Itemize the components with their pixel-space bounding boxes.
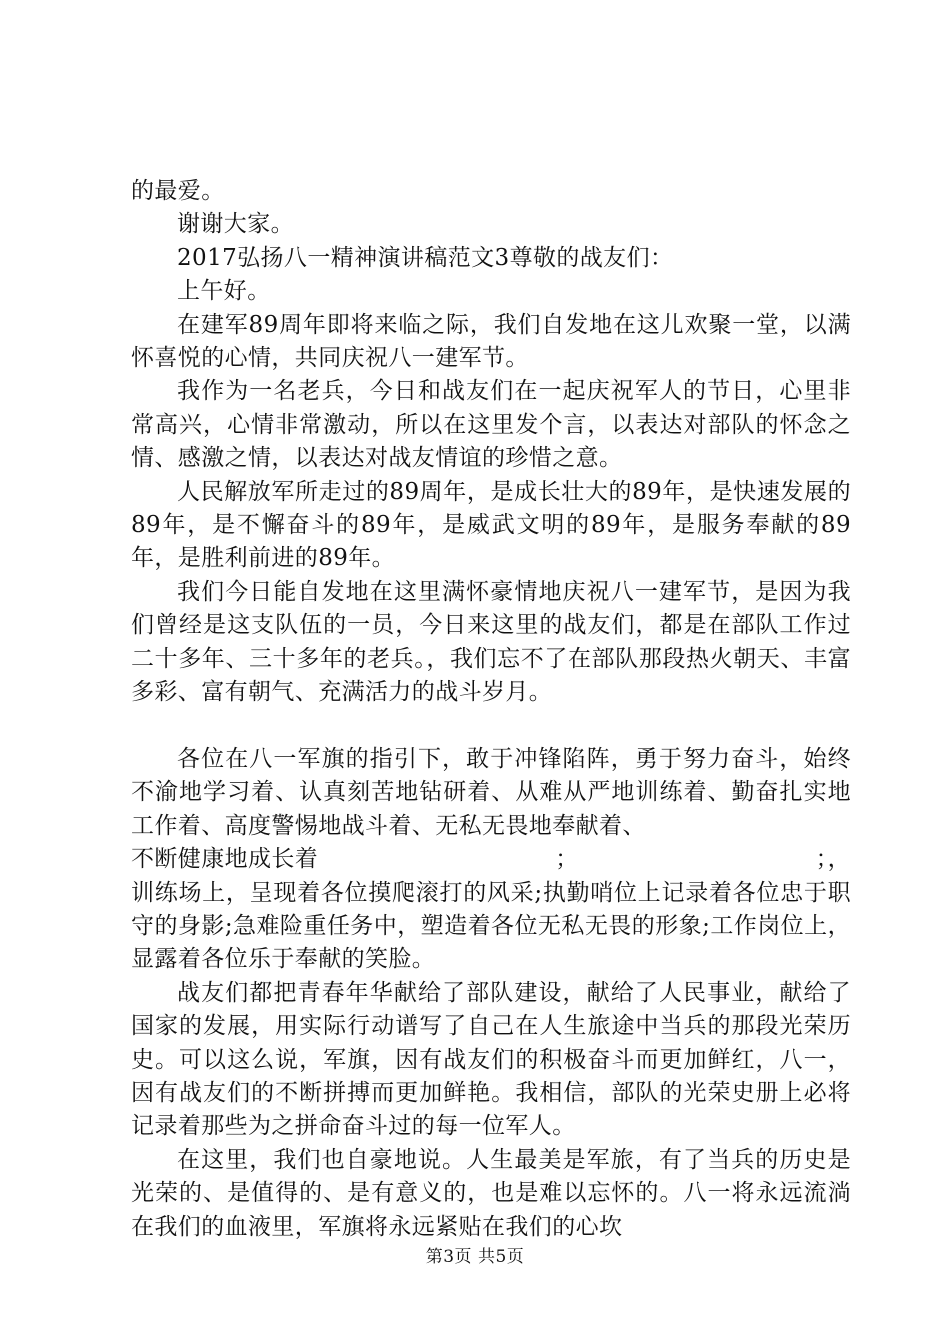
paragraph-veteran: 我作为一名老兵，今日和战友们在一起庆祝军人的节日，心里非常高兴，心情非常激动，所以在这里发个言，以表达对部队的怀念之情、感激之情，以表达对战友情谊的珍惜之意。 [131, 378, 851, 472]
fragment-semicolon-comma: ；， [815, 846, 851, 873]
paragraph-anniversary: 在建军89周年即将来临之际，我们自发地在这儿欢聚一堂，以满怀喜悦的心情，共同庆祝八一建军节。 [131, 311, 851, 372]
paragraph-greeting: 上午好。 [177, 278, 271, 305]
paragraph-pride: 在这里，我们也自豪地说。人生最美是军旅，有了当兵的历史是光荣的、是值得的、是有意义的，也是难以忘怀的。八一将永远流淌在我们的血液里，军旗将永远紧贴在我们的心坎 [131, 1146, 851, 1240]
paragraph-training: 训练场上，呈现着各位摸爬滚打的风采;执勤哨位上记录着各位忠于职守的身影;急难险重任务中，塑造着各位无私无畏的形象;工作岗位上，显露着各位乐于奉献的笑脸。 [131, 879, 851, 973]
document-body [131, 175, 851, 1244]
paragraph-continuation: 的最爱。 [131, 178, 225, 204]
fragment-semicolon: ； [555, 846, 579, 873]
paragraph-celebration: 我们今日能自发地在这里满怀豪情地庆祝八一建军节，是因为我们曾经是这支队伍的一员，今日来这里的战友们，都是在部队工作过二十多年、三十多年的老兵。，我们忘不了在部队那段热火朝天、丰富多彩、富有朝气、充满活力的战斗岁月。 [131, 578, 851, 706]
paragraph-speech-title: 2017弘扬八一精神演讲稿范文3尊敬的战友们： [177, 244, 674, 271]
fragment-text: 不断健康地成长着 [131, 846, 319, 873]
blank-line [131, 710, 851, 743]
page-number-footer: 第3页 共5页 [425, 1247, 525, 1267]
paragraph-military-flag: 各位在八一军旗的指引下，敢于冲锋陷阵，勇于努力奋斗，始终不渝地学习着、认真刻苦地钻研着、从难从严地训练着、勤奋扎实地工作着、高度警惕地战斗着、无私无畏地奉献着、 [131, 745, 851, 839]
paragraph-pla-history: 人民解放军所走过的89周年，是成长壮大的89年，是快速发展的89年，是不懈奋斗的89年，是威武文明的89年，是服务奉献的89年，是胜利前进的89年。 [131, 478, 851, 572]
paragraph-thanks: 谢谢大家。 [177, 211, 294, 238]
fragment-line [131, 843, 851, 876]
paragraph-youth: 战友们都把青春年华献给了部队建设，献给了人民事业，献给了国家的发展，用实际行动谱写了自己在人生旅途中当兵的那段光荣历史。可以这么说，军旗，因有战友们的积极奋斗而更加鲜红，八一，因有战友们的不断拼搏而更加鲜艳。我相信，部队的光荣史册上必将记录着那些为之拼命奋斗过的每一位军人。 [131, 979, 851, 1140]
